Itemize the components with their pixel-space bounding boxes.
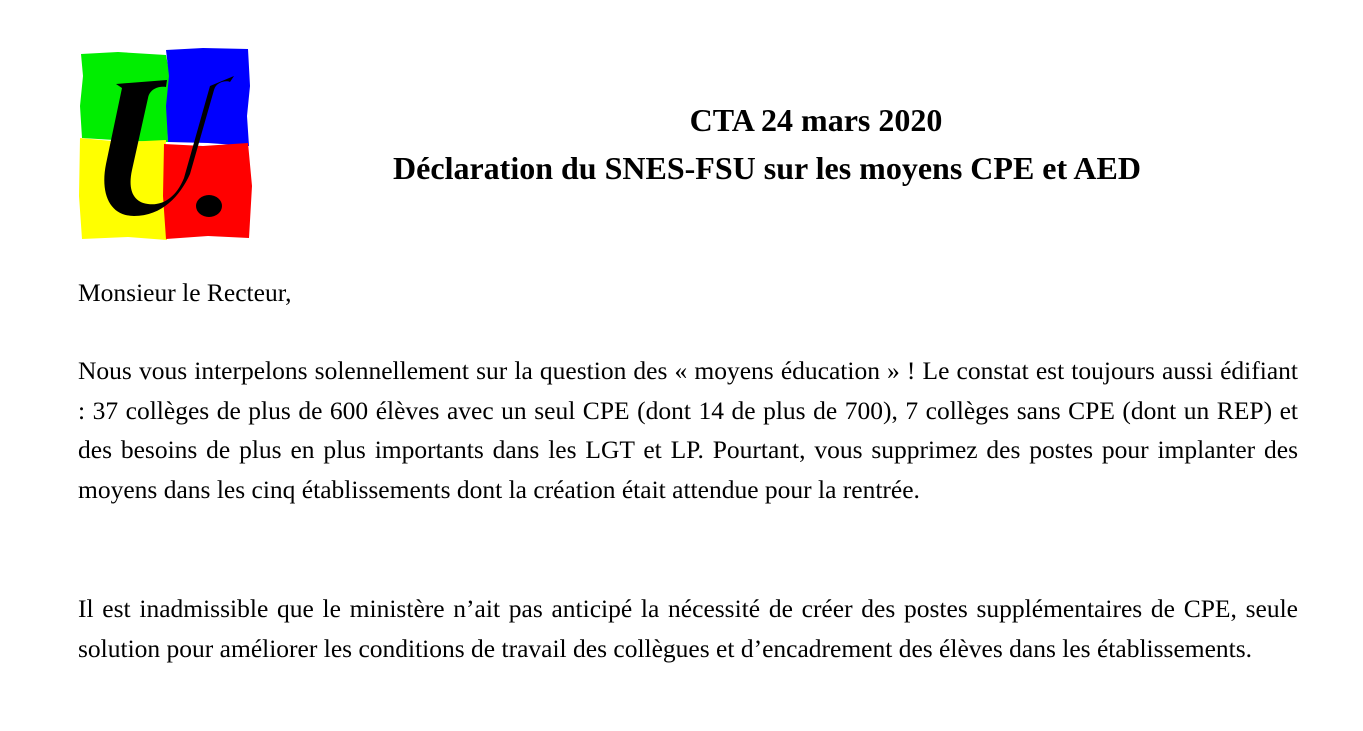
salutation: Monsieur le Recteur, <box>78 278 292 307</box>
page-title <box>300 96 1334 192</box>
paragraph-2: Il est inadmissible que le ministère n’ait pas anticipé la nécessité de créer des postes supplémentaires de CPE, seule solution pour améliorer les conditions de travail des collègues et d’encadrement des élèves dans les établissements. <box>78 594 1298 663</box>
logo-dot <box>196 195 222 217</box>
title-line-date: CTA 24 mars 2020 <box>689 102 943 138</box>
title-line-declaration: Déclaration du SNES-FSU sur les moyens CPE et AED <box>393 150 1141 186</box>
paragraph-1: Nous vous interpelons solennellement sur la question des « moyens éducation » ! Le constat est toujours aussi édifiant : 37 collèges de plus de 600 élèves avec un seul CPE (dont 14 de plus de 700), 7 collèges sans CPE (dont un REP) et des besoins de plus en plus importants dans les LGT et LP. Pourtant, vous supprimez des postes pour implanter des moyens dans les cinq établissements dont la création était attendue pour la rentrée. <box>78 356 1298 504</box>
